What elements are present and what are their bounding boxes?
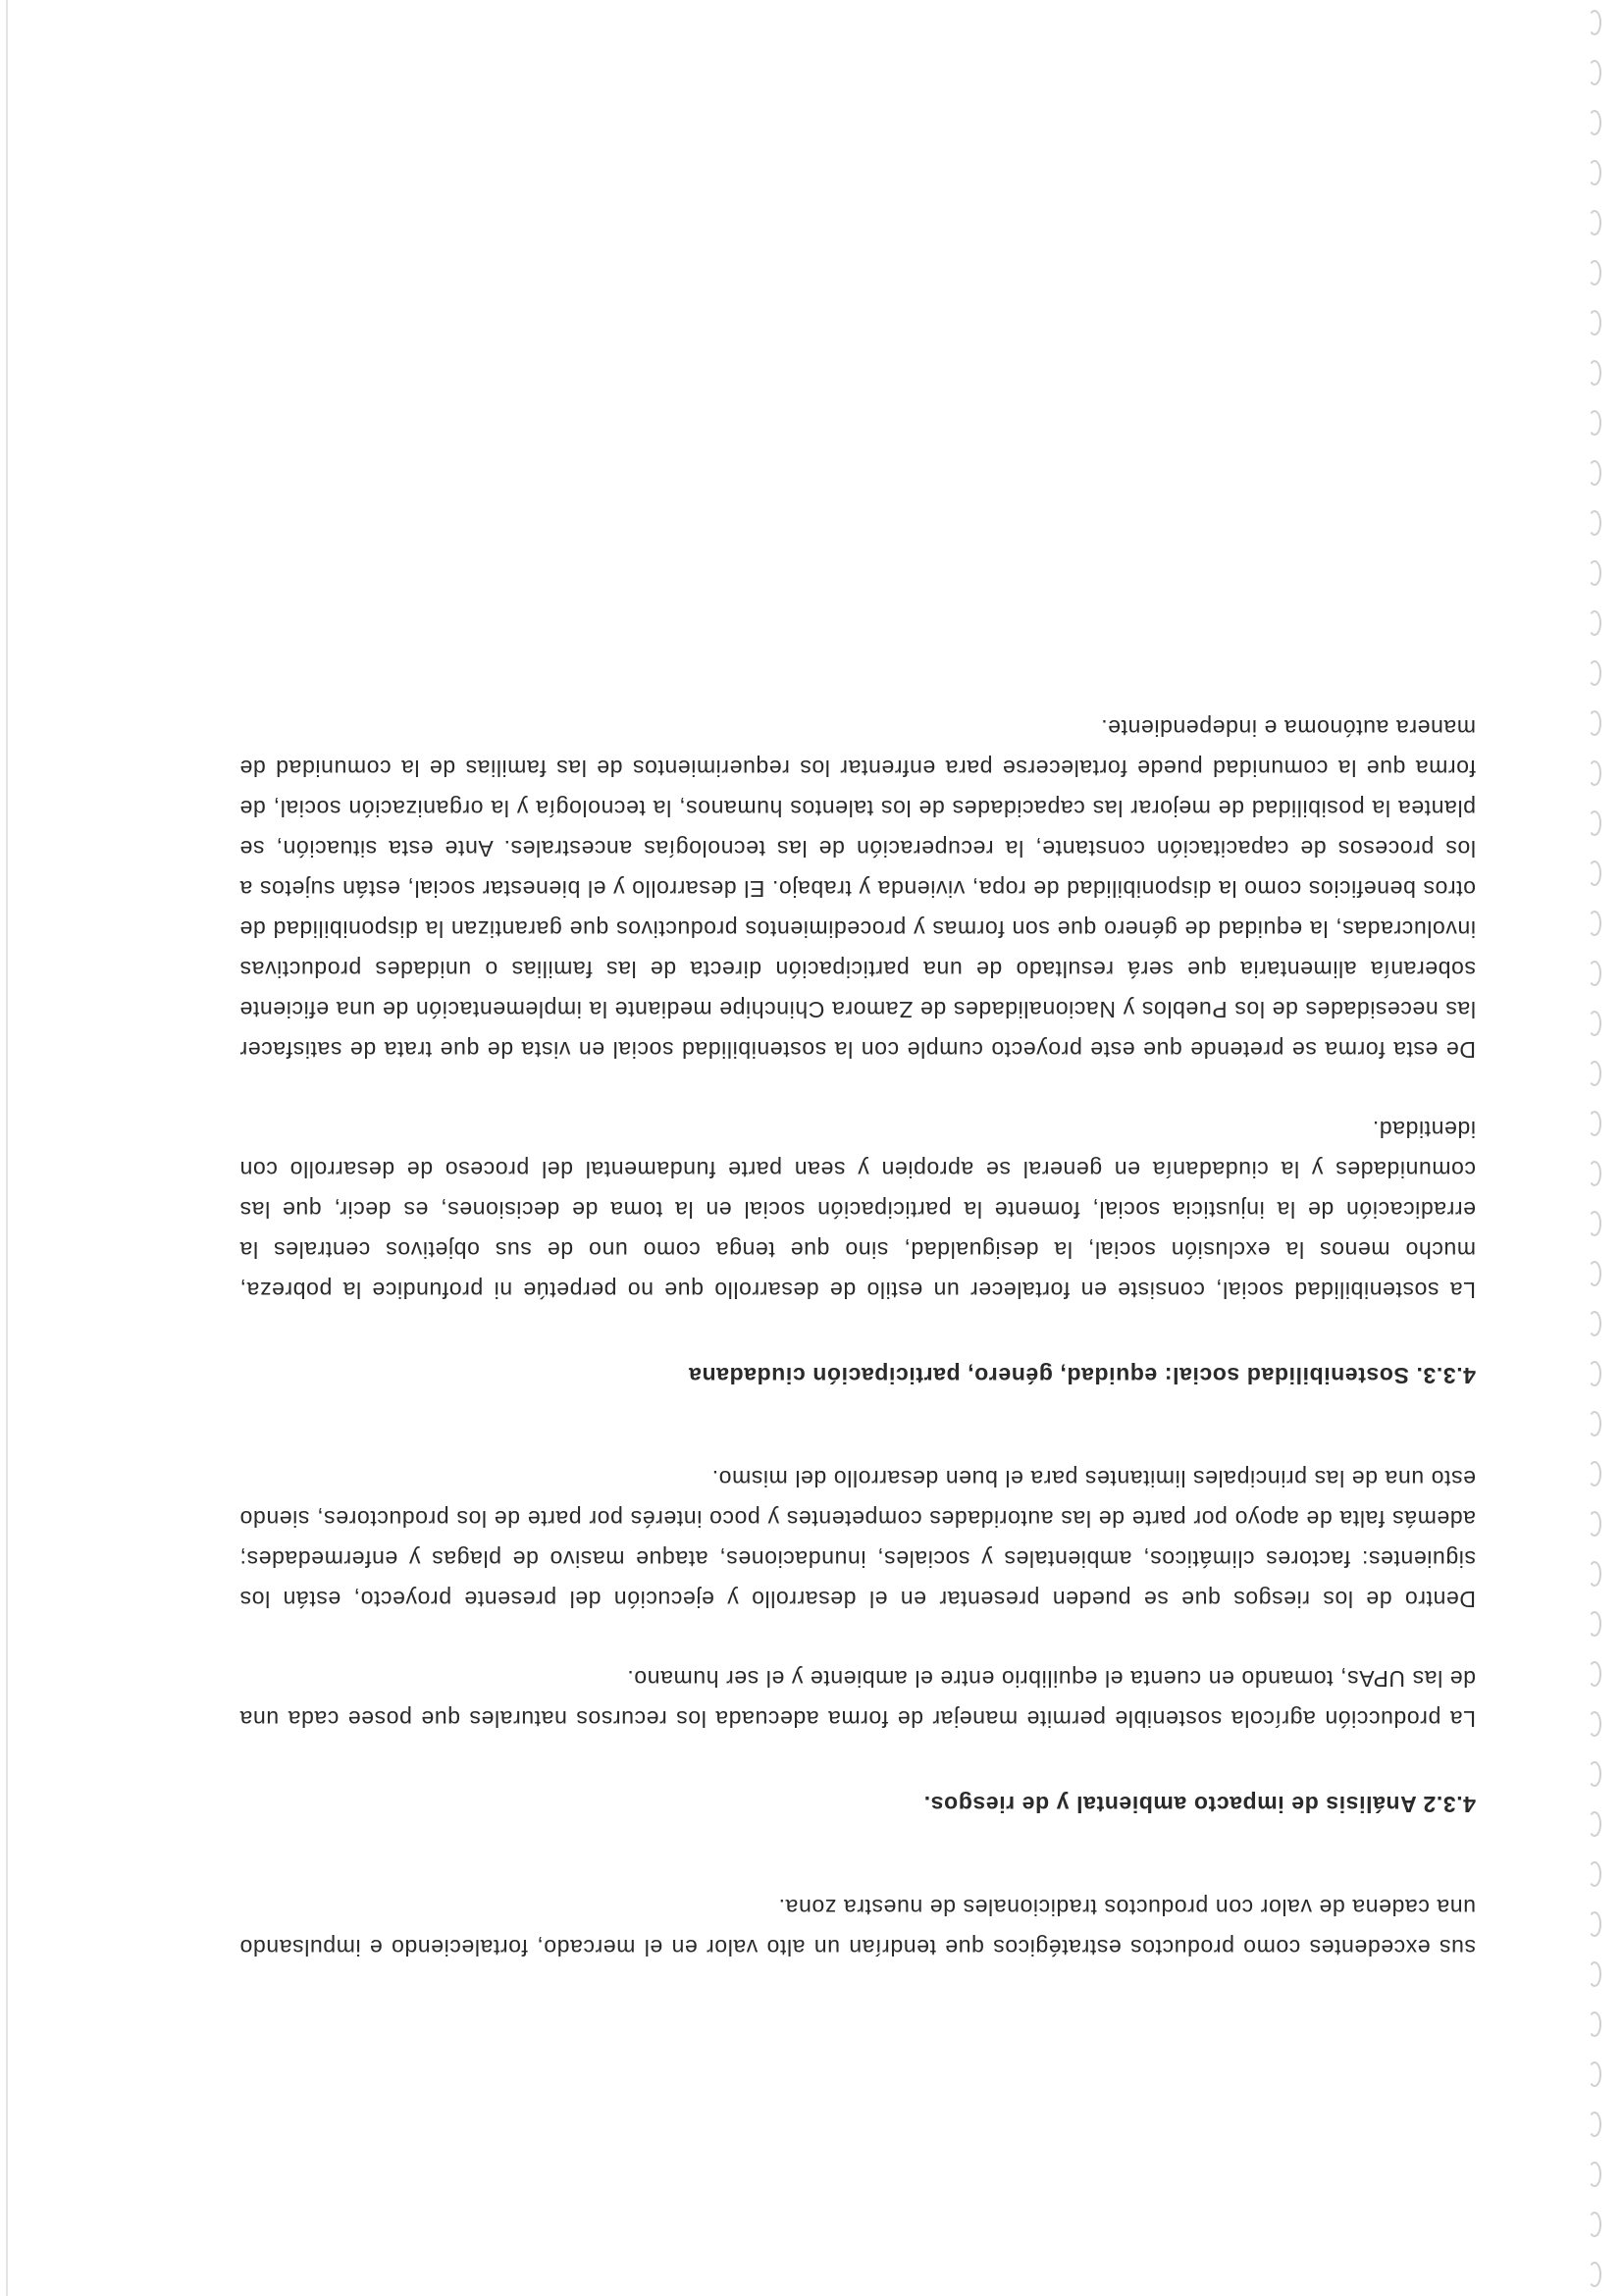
paragraph-produccion-agricola: La producción agrícola sostenible permite manejar de forma adecuada los recursos naturales que posee cada una de las UPAs, tomando en cuenta el equilibrio entre el ambiente y el ser humano. — [239, 1666, 1476, 1732]
paragraph-sostenibilidad-definicion: La sostenibilidad social, consiste en fortalecer un estilo de desarrollo que no perpetúe ni profundice la pobreza, mucho menos la exclusión social, la desigualdad, sino que tenga como uno de sus objetivos centrales la erradicación de la injusticia social, fomente la participación social en la toma de decisiones, es decir, que las comunidades y la ciudadanía en general se apropien y sean parte fundamental del proceso de desarrollo con identidad. — [239, 1117, 1476, 1303]
paragraph-intro: sus excedentes como productos estratégicos que tendrían un alto valor en el mercado, fortaleciendo e impulsando una cadena de valor con productos tradicionales de nuestra zona. — [239, 1895, 1476, 1960]
document-body — [239, 707, 1476, 1967]
paragraph-riesgos: Dentro de los riesgos que se pueden presentar en el desarrollo y ejecución del presente proyecto, están los siguientes: factores climáticos, ambientales y sociales, inundaciones, ataque masivo de plagas y enfermedades; además falta de apoyo por parte de las autoridades competentes y poco interés por parte de los productores, siendo esto una de las principales limitantes para el buen desarrollo del mismo. — [239, 1466, 1476, 1612]
heading-sostenibilidad-social: 4.3.3. Sostenibilidad social: equidad, género, participación ciudadana — [688, 1363, 1476, 1388]
paragraph-sostenibilidad-proyecto: De esta forma se pretende que este proyecto cumple con la sostenibilidad social en vista de que trata de satisfacer las necesidades de los Pueblos y Nacionalidades de Zamora Chinchipe mediante la implementación de una eficiente soberanía alimentaria que será resultado de una participación directa de las familias o unidades productivas involucradas, la equidad de género que son formas y procedimientos productivos que garantizan la disponibilidad de otros beneficios como la disponibilidad de ropa, vivienda y trabajo. El desarrollo y el bienestar social, están sujetos a los procesos de capacitación constante, la recuperación de las tecnologías ancestrales. Ante esta situación, se plantea la posibilidad de mejorar las capacidades de los talentos humanos, la tecnología y la organización social, de forma que la comunidad puede fortalecerse para enfrentar los requerimientos de las familias de la comunidad de manera autónoma e independiente. — [239, 715, 1476, 1063]
heading-impacto-ambiental: 4.3.2 Análisis de impacto ambiental y de riesgos. — [923, 1792, 1476, 1817]
